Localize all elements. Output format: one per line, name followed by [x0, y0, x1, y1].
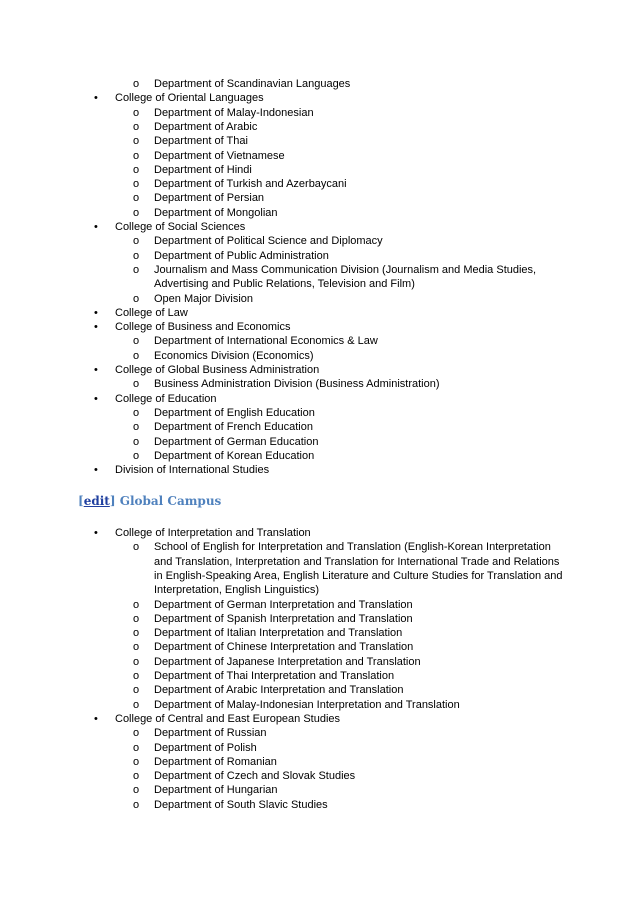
item-text: in English-Speaking Area, English Literature and Culture Studies for Translation and [154, 569, 563, 582]
item-text: Department of South Slavic Studies [154, 798, 328, 811]
item-text: College of Business and Economics [115, 321, 291, 334]
circle-bullet: o [133, 206, 140, 219]
item-text: Advertising and Public Relations, Television and Film) [154, 278, 415, 291]
item-text: Department of Thai Interpretation and Translation [154, 670, 395, 682]
circle-bullet: o [133, 435, 140, 448]
circle-bullet: o [133, 755, 140, 768]
circle-bullet: o [133, 378, 140, 391]
item-text: Department of Turkish and Azerbaycani [154, 178, 347, 191]
circle-bullet: o [133, 78, 140, 90]
item-text: Department of International Economics & Law [154, 335, 378, 348]
item-text: Department of Public Administration [154, 249, 329, 262]
disc-bullet: • [94, 221, 98, 233]
item-text: Department of Japanese Interpretation and Translation [154, 655, 421, 668]
circle-bullet: o [133, 727, 140, 740]
disc-bullet: • [94, 464, 98, 477]
item-text: Department of German Interpretation and Translation [154, 598, 413, 611]
circle-bullet: o [133, 135, 140, 148]
item-text: Department of German Education [154, 435, 319, 448]
item-text: Economics Division (Economics) [154, 349, 314, 362]
circle-bullet: o [133, 292, 140, 305]
circle-bullet: o [133, 235, 140, 248]
circle-bullet: o [133, 684, 140, 697]
item-text: Department of French Education [154, 421, 313, 434]
item-text: Interpretation, English Linguistics) [154, 584, 320, 597]
item-text: Department of Polish [154, 741, 257, 754]
item-text: College of Oriental Languages [115, 92, 264, 105]
item-text: Department of English Education [154, 406, 315, 419]
item-text: Department of Czech and Slovak Studies [154, 770, 356, 783]
circle-bullet: o [133, 670, 140, 682]
item-text: Department of Arabic Interpretation and Translation [154, 684, 404, 697]
circle-bullet: o [133, 798, 140, 811]
circle-bullet: o [133, 349, 140, 362]
edit-link[interactable]: edit [83, 494, 110, 508]
item-text: Department of Malay-Indonesian [154, 106, 314, 119]
circle-bullet: o [133, 698, 140, 711]
item-text: Department of Romanian [154, 755, 277, 768]
item-text: College of Law [115, 306, 188, 319]
heading-open-bracket: [ [78, 494, 84, 508]
item-text: College of Interpretation and Translation [115, 527, 311, 539]
item-text: Department of Scandinavian Languages [154, 78, 351, 90]
item-text: Department of Russian [154, 727, 267, 740]
item-text: Department of Vietnamese [154, 149, 285, 162]
circle-bullet: o [133, 449, 140, 462]
circle-bullet: o [133, 406, 140, 419]
item-text: Department of Spanish Interpretation and Translation [154, 612, 413, 625]
item-text: Business Administration Division (Business Administration) [154, 378, 440, 391]
disc-bullet: • [94, 392, 98, 405]
item-text: Department of Thai [154, 135, 248, 148]
circle-bullet: o [133, 598, 140, 611]
circle-bullet: o [133, 770, 140, 783]
circle-bullet: o [133, 784, 140, 797]
item-text: Department of Hungarian [154, 784, 278, 797]
item-text: College of Global Business Administration [115, 364, 320, 376]
disc-bullet: • [94, 306, 98, 319]
item-text: Department of Mongolian [154, 206, 278, 219]
heading-title: Global Campus [115, 494, 222, 508]
item-text: School of English for Interpretation and Translation (English-Korean Interpretation [154, 541, 551, 554]
item-text: College of Social Sciences [115, 221, 246, 233]
circle-bullet: o [133, 335, 140, 348]
item-text: Department of Korean Education [154, 449, 315, 462]
item-text: Open Major Division [154, 292, 254, 305]
item-text: Division of International Studies [115, 464, 270, 477]
disc-bullet: • [94, 712, 98, 725]
disc-bullet: • [94, 364, 98, 376]
heading-close-bracket: ] [109, 494, 116, 508]
disc-bullet: • [94, 321, 98, 334]
item-text: Department of Arabic [154, 120, 258, 133]
section-heading-global-campus [78, 494, 221, 508]
circle-bullet: o [133, 741, 140, 754]
circle-bullet: o [133, 249, 140, 262]
item-text: Department of Malay-Indonesian Interpretation and Translation [154, 698, 460, 711]
circle-bullet: o [133, 627, 140, 640]
item-text: Department of Hindi [154, 163, 252, 176]
circle-bullet: o [133, 149, 140, 162]
item-text: Journalism and Mass Communication Division (Journalism and Media Studies, [154, 263, 537, 276]
circle-bullet: o [133, 120, 140, 133]
item-text: Department of Italian Interpretation and Translation [154, 627, 403, 640]
circle-bullet: o [133, 421, 140, 434]
circle-bullet: o [133, 655, 140, 668]
circle-bullet: o [133, 163, 140, 176]
circle-bullet: o [133, 106, 140, 119]
circle-bullet: o [133, 612, 140, 625]
item-text: Department of Political Science and Diplomacy [154, 235, 383, 248]
item-text: Department of Chinese Interpretation and Translation [154, 641, 414, 654]
circle-bullet: o [133, 263, 140, 276]
circle-bullet: o [133, 192, 140, 205]
disc-bullet: • [94, 92, 98, 105]
circle-bullet: o [133, 541, 140, 554]
item-text: College of Education [115, 392, 217, 405]
item-text: Department of Persian [154, 192, 265, 205]
disc-bullet: • [94, 527, 98, 539]
circle-bullet: o [133, 178, 140, 191]
circle-bullet: o [133, 641, 140, 654]
item-text: College of Central and East European Studies [115, 712, 341, 725]
item-text: and Translation, Interpretation and Translation for International Trade and Relations [154, 555, 560, 568]
